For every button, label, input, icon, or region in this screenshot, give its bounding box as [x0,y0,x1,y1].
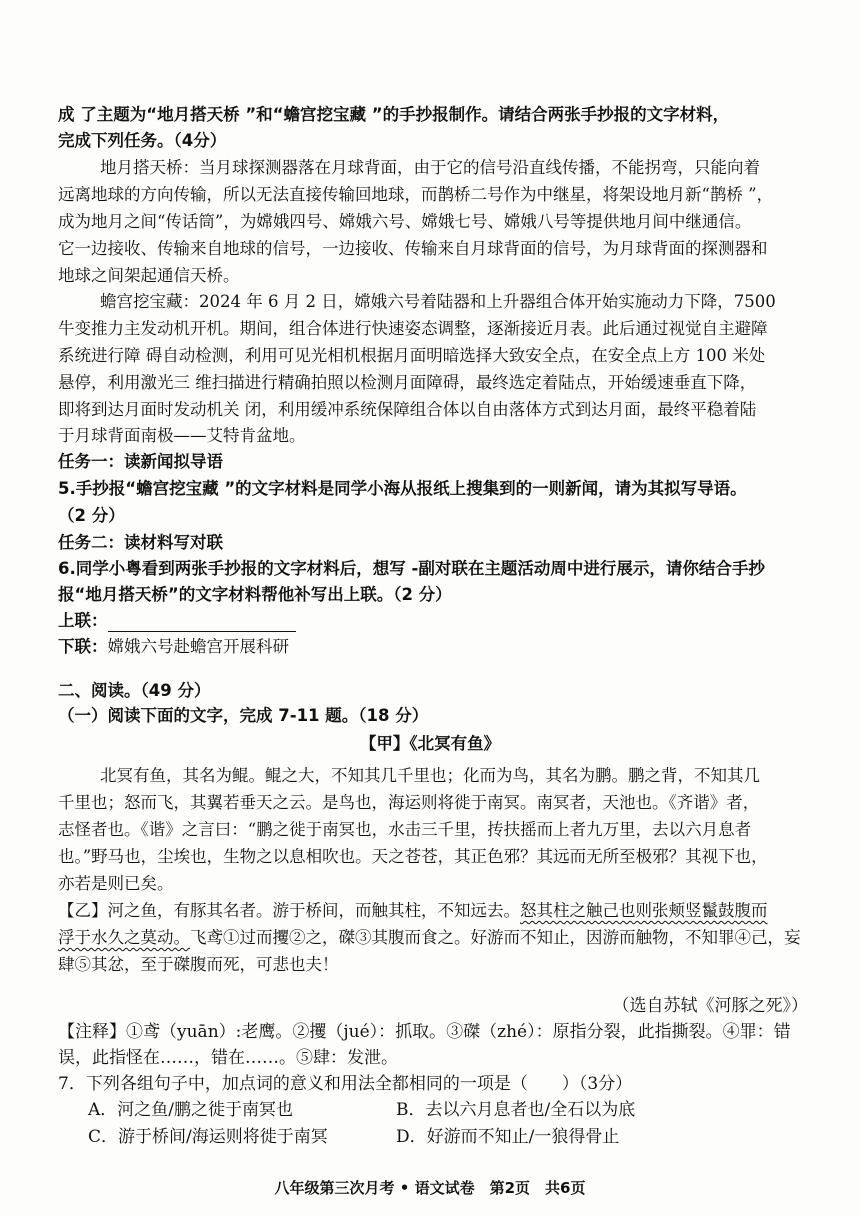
section-2-subtitle: （一）阅读下面的文字，完成 7-11 题。（18 分） [58,706,429,725]
text-a-line: 志怪者也。《谐》之言曰：“鹏之徙于南冥也，水击三千里，抟扶摇而上者九万里，去以六月息者 [58,820,752,839]
lower-couplet-label: 下联： [58,637,108,656]
upper-couplet-answer-blank[interactable] [108,613,296,632]
material2-line: 系统进行障 碍自动检测，利用可见光相机根据月面明暗选择大致安全点，在安全点上方 100 米处 [58,346,766,365]
material1-line: 地球之间架起通信天桥。 [58,266,240,285]
option-c[interactable]: C．游于桥间/海运则将徙于南冥 [88,1127,328,1147]
intro-line-1: 成 了主题为“地月搭天桥 ”和“蟾宫挖宝藏 ”的手抄报制作。请结合两张手抄报的文字材料， [58,105,730,124]
material1-line: 它一边接收、传输来自地球的信号，一边接收、传输来自月球背面的信号，为月球背面的探测器和 [58,239,768,258]
material2-line: 悬停，利用激光三 维扫描进行精确拍照以检测月面障碍，最终选定着陆点，开始缓速垂直下降， [58,373,757,392]
notes-line-1: 【注释】①鸢（yuān）:老鹰。②攫（jué）：抓取。③磔（zhé）：原指分裂，此指撕裂。④罪：错 [58,1022,791,1042]
lower-couplet-text: 嫦娥六号赴蟾宫开展科研 [107,637,289,656]
question-5-score: （2 分） [58,506,125,525]
material1-line: 地月搭天桥：当月球探测器落在月球背面，由于它的信号沿直线传播，不能拐弯，只能向着 [100,158,760,177]
option-a[interactable]: A．河之鱼/鹏之徙于南冥也 [88,1100,294,1120]
upper-couplet-row [58,610,296,632]
question-6-cont: 报“地月搭天桥”的文字材料帮他补写出上联。（2 分） [58,585,452,604]
question-6: 6.同学小粤看到两张手抄报的文字材料后，想写 -副对联在主题活动周中进行展示，请你结合手抄 [58,559,765,578]
task1-title: 任务一：读新闻拟导语 [58,452,223,471]
text-a-title: 【甲】《北冥有鱼》 [359,734,501,753]
text-b-line-3: 肆⑤其忿，至于磔腹而死，可悲也夫！ [58,955,339,974]
material1-line: 成为地月之间“传话筒”，为嫦娥四号、嫦娥六号、嫦娥七号、嫦娥八号等提供地月间中继通信。 [58,212,752,231]
upper-couplet-label: 上联： [58,611,108,630]
text-b-line-1 [58,900,768,922]
text-b-segment: 【乙】河之鱼，有豚其名者。游于桥间，而触其柱，不知远去。 [58,901,520,920]
page-footer: 八年级第三次月考 • 语文试卷 第2页 共6页 [274,1179,586,1197]
notes-line-2: 误，此指怪在……，错在……。⑤肆：发泄。 [58,1048,398,1068]
text-b-segment: 飞鸢①过而攫②之，磔③其腹而食之。好游而不知止，因游而触物，不知罪④己，妄 [190,928,801,947]
text-a-line: 北冥有鱼，其名为鲲。鲲之大，不知其几千里也；化而为鸟，其名为鹏。鹏之背，不知其几 [100,766,760,785]
task2-title: 任务二：读材料写对联 [58,533,223,552]
material2-line: 即将到达月面时发动机关 闭，利用缓冲系统保障组合体以自由落体方式到达月面，最终平稳着陆 [58,400,757,419]
material2-line: 于月球背面南极——艾特肯盆地。 [58,426,306,445]
section-2-title: 二、阅读。（49 分） [58,681,211,700]
option-d[interactable]: D．好游而不知止/一狼得骨止 [396,1127,620,1147]
text-a-line: 亦若是则已矣。 [58,874,174,893]
text-a-line: 也。”野马也，尘埃也，生物之以息相吹也。天之苍苍，其正色邪？其远而无所至极邪？其视下也， [58,847,768,866]
text-b-line-2 [58,927,801,949]
text-b-wavy-segment: 浮于水久之莫动。 [58,928,190,947]
intro-line-2: 完成下列任务。（4分） [58,131,227,150]
material1-line: 远离地球的方向传输，所以无法直接传输回地球，而鹊桥二号作为中继星，将架设地月新“鹊桥 ”， [58,185,774,204]
question-7: 7．下列各组句子中，加点词的意义和用法全都相同的一项是（ ）（3分） [58,1074,633,1094]
lower-couplet-row [58,636,289,658]
material2-line: 蟾宫挖宝藏：2024 年 6 月 2 日，嫦娥六号着陆器和上升器组合体开始实施动力下降，7500 [100,292,776,311]
question-5: 5.手抄报“蟾宫挖宝藏 ”的文字材料是同学小海从报纸上搜集到的一则新闻，请为其拟写导语。 [58,479,747,498]
text-a-line: 千里也；怒而飞，其翼若垂天之云。是鸟也，海运则将徙于南冥。南冥者，天池也。《齐谐》者， [58,793,760,812]
option-b[interactable]: B．去以六月息者也/全石以为底 [396,1100,636,1120]
material2-line: 牛变推力主发动机开机。期间，组合体进行快速姿态调整，逐渐接近月表。此后通过视觉自主避障 [58,319,768,338]
text-b-source: （选自苏轼《河豚之死》） [612,996,808,1016]
text-b-wavy-segment: 怒其柱之触己也则张颊竖鬣鼓腹而 [520,901,768,920]
